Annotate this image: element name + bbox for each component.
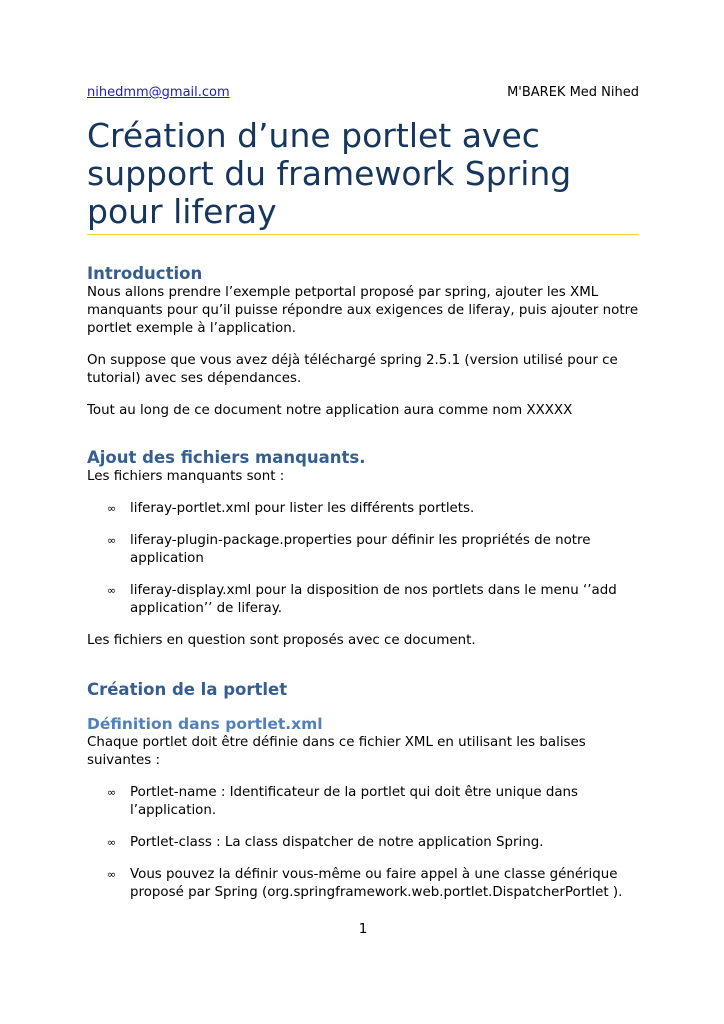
title-line-2: support du framework Spring	[87, 154, 572, 193]
text-line: liferay-portlet.xml pour lister les différents portlets.	[130, 501, 475, 516]
text-line: liferay-display.xml pour la disposition de nos portlets dans le menu ‘’add	[130, 583, 617, 598]
title-line-1: Création d’une portlet avec	[87, 116, 540, 155]
introduction-paragraph-2	[87, 352, 639, 388]
text-line: Portlet-name : Identificateur de la portlet qui doit être unique dans	[130, 785, 578, 800]
list-item	[87, 582, 639, 618]
infinity-bullet-icon: ∞	[107, 836, 117, 849]
infinity-bullet-icon: ∞	[107, 868, 117, 881]
text-line: application’’ de liferay.	[130, 601, 283, 616]
list-item	[87, 500, 639, 518]
introduction-paragraph-3: Tout au long de ce document notre application aura comme nom XXXXX	[87, 403, 573, 418]
author-name: M'BAREK Med Nihed	[507, 85, 639, 100]
portlet-creation-heading: Création de la portlet	[87, 680, 288, 699]
missing-files-outro: Les fichiers en question sont proposés avec ce document.	[87, 633, 476, 648]
missing-files-heading: Ajout des fichiers manquants.	[87, 448, 366, 467]
text-line: proposé par Spring (org.springframework.web.portlet.DispatcherPortlet ).	[130, 885, 623, 900]
list-item	[87, 866, 639, 902]
author-email-link[interactable]: nihedmm@gmail.com	[87, 85, 230, 100]
text-line: tutorial) avec ses dépendances.	[87, 371, 302, 386]
missing-files-section	[87, 448, 639, 650]
infinity-bullet-icon: ∞	[107, 502, 117, 515]
introduction-heading: Introduction	[87, 264, 203, 283]
introduction-paragraph-1	[87, 284, 639, 338]
portlet-tags-list	[87, 784, 639, 902]
list-item	[87, 532, 639, 568]
infinity-bullet-icon: ∞	[107, 584, 117, 597]
text-line: Nous allons prendre l’exemple petportal proposé par spring, ajouter les XML	[87, 285, 599, 300]
text-line: manquants pour qu’il puisse répondre aux exigences de liferay, puis ajouter notre	[87, 303, 639, 318]
text-line: l’application.	[130, 803, 217, 818]
infinity-bullet-icon: ∞	[107, 534, 117, 547]
portlet-definition-intro	[87, 734, 639, 770]
title-divider	[87, 234, 639, 235]
infinity-bullet-icon: ∞	[107, 786, 117, 799]
text-line: application	[130, 551, 204, 566]
list-item	[87, 784, 639, 820]
missing-files-intro: Les fichiers manquants sont :	[87, 469, 285, 484]
portlet-creation-section	[87, 680, 639, 902]
introduction-section	[87, 264, 639, 420]
missing-files-list	[87, 500, 639, 618]
text-line: On suppose que vous avez déjà téléchargé spring 2.5.1 (version utilisé pour ce	[87, 353, 618, 368]
text-line: liferay-plugin-package.properties pour définir les propriétés de notre	[130, 533, 591, 548]
text-line: Vous pouvez la définir vous-même ou faire appel à une classe générique	[130, 867, 618, 882]
text-line: suivantes :	[87, 753, 161, 768]
portlet-definition-subheading: Définition dans portlet.xml	[87, 715, 323, 733]
list-item	[87, 834, 639, 852]
page-number: 1	[358, 922, 368, 937]
text-line: portlet exemple à l’application.	[87, 321, 296, 336]
text-line: Portlet-class : La class dispatcher de notre application Spring.	[130, 835, 544, 850]
document-title	[87, 117, 639, 231]
text-line: Chaque portlet doit être définie dans ce fichier XML en utilisant les balises	[87, 735, 586, 750]
title-line-3: pour liferay	[87, 192, 277, 231]
